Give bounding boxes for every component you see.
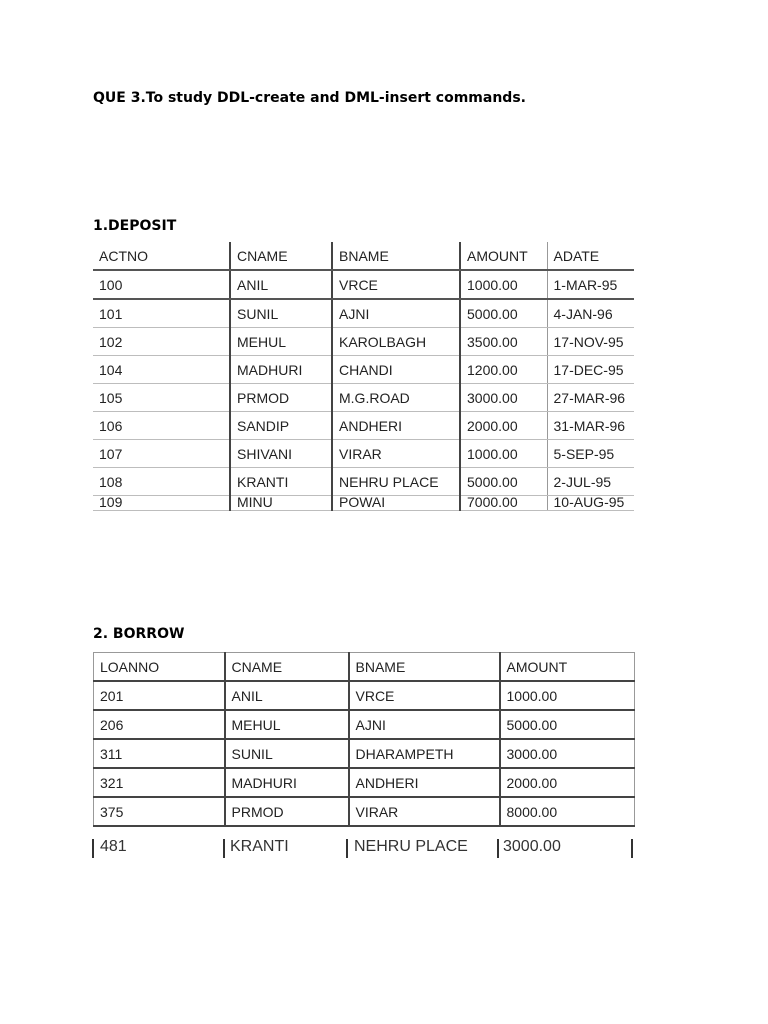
cell-bname: VIRAR — [349, 797, 500, 826]
cell-bname: NEHRU PLACE — [354, 838, 468, 855]
table-row — [93, 299, 634, 328]
cell-amount: 3500.00 — [460, 328, 547, 356]
cell-bname: KAROLBAGH — [332, 328, 460, 356]
column-header-cname: CNAME — [225, 653, 349, 682]
borrow-section-title: 2. BORROW — [93, 626, 185, 642]
cell-cname: KRANTI — [230, 838, 289, 855]
table-row — [93, 440, 634, 468]
borrow-header-row — [94, 653, 635, 682]
cell-actno: 107 — [93, 440, 230, 468]
column-divider — [631, 839, 633, 858]
question-title: QUE 3.To study DDL-create and DML-insert commands. — [93, 90, 526, 106]
cell-amount: 5000.00 — [460, 299, 547, 328]
column-divider — [92, 839, 94, 858]
cell-amount: 1000.00 — [460, 440, 547, 468]
table-row — [93, 328, 634, 356]
table-row — [93, 496, 634, 511]
cell-bname: DHARAMPETH — [349, 739, 500, 768]
cell-adate: 17-DEC-95 — [547, 356, 634, 384]
cell-bname: VRCE — [332, 270, 460, 299]
table-row — [94, 797, 635, 826]
column-header-actno: ACTNO — [93, 242, 230, 270]
cell-cname: MEHUL — [225, 710, 349, 739]
cell-amount: 7000.00 — [460, 496, 547, 511]
cell-loanno: 321 — [94, 768, 225, 797]
cell-cname: SUNIL — [230, 299, 332, 328]
table-row — [93, 270, 634, 299]
cell-adate: 4-JAN-96 — [547, 299, 634, 328]
table-row — [93, 468, 634, 496]
table-row — [94, 768, 635, 797]
deposit-header-row — [93, 242, 634, 270]
table-row — [93, 412, 634, 440]
deposit-section-title: 1.DEPOSIT — [93, 218, 177, 234]
cell-actno: 109 — [93, 496, 230, 511]
cell-loanno: 311 — [94, 739, 225, 768]
cell-cname: ANIL — [230, 270, 332, 299]
cell-cname: MADHURI — [225, 768, 349, 797]
cell-adate: 17-NOV-95 — [547, 328, 634, 356]
cell-amount: 1000.00 — [460, 270, 547, 299]
cell-bname: AJNI — [332, 299, 460, 328]
cell-amount: 3000.00 — [460, 384, 547, 412]
cell-bname: VIRAR — [332, 440, 460, 468]
cell-adate: 10-AUG-95 — [547, 496, 634, 511]
cell-bname: NEHRU PLACE — [332, 468, 460, 496]
column-header-adate: ADATE — [547, 242, 634, 270]
cell-bname: CHANDI — [332, 356, 460, 384]
cell-amount: 5000.00 — [500, 710, 635, 739]
cell-actno: 100 — [93, 270, 230, 299]
column-header-bname: BNAME — [332, 242, 460, 270]
cell-cname: SUNIL — [225, 739, 349, 768]
cell-cname: MINU — [230, 496, 332, 511]
cell-cname: ANIL — [225, 681, 349, 710]
borrow-extra-row — [90, 836, 636, 860]
table-row — [94, 681, 635, 710]
cell-cname: PRMOD — [230, 384, 332, 412]
cell-amount: 3000.00 — [500, 739, 635, 768]
cell-amount: 5000.00 — [460, 468, 547, 496]
cell-loanno: 375 — [94, 797, 225, 826]
cell-amount: 2000.00 — [460, 412, 547, 440]
cell-amount: 1200.00 — [460, 356, 547, 384]
cell-loanno: 201 — [94, 681, 225, 710]
cell-amount: 1000.00 — [500, 681, 635, 710]
cell-bname: ANDHERI — [332, 412, 460, 440]
table-row — [94, 710, 635, 739]
cell-cname: KRANTI — [230, 468, 332, 496]
table-row — [94, 739, 635, 768]
cell-cname: SHIVANI — [230, 440, 332, 468]
cell-cname: SANDIP — [230, 412, 332, 440]
column-divider — [497, 839, 499, 858]
cell-bname: ANDHERI — [349, 768, 500, 797]
cell-adate: 5-SEP-95 — [547, 440, 634, 468]
cell-actno: 106 — [93, 412, 230, 440]
borrow-table — [93, 652, 635, 827]
column-header-amount: AMOUNT — [460, 242, 547, 270]
cell-bname: AJNI — [349, 710, 500, 739]
cell-cname: MADHURI — [230, 356, 332, 384]
column-header-bname: BNAME — [349, 653, 500, 682]
cell-amount: 2000.00 — [500, 768, 635, 797]
cell-loanno: 206 — [94, 710, 225, 739]
cell-adate: 1-MAR-95 — [547, 270, 634, 299]
table-row — [93, 356, 634, 384]
cell-cname: PRMOD — [225, 797, 349, 826]
cell-actno: 105 — [93, 384, 230, 412]
cell-bname: POWAI — [332, 496, 460, 511]
table-row — [93, 384, 634, 412]
column-header-loanno: LOANNO — [94, 653, 225, 682]
column-divider — [346, 839, 348, 858]
cell-bname: VRCE — [349, 681, 500, 710]
cell-adate: 27-MAR-96 — [547, 384, 634, 412]
cell-amount: 3000.00 — [503, 838, 561, 855]
deposit-table — [93, 242, 634, 511]
column-divider — [223, 839, 225, 858]
cell-adate: 2-JUL-95 — [547, 468, 634, 496]
cell-bname: M.G.ROAD — [332, 384, 460, 412]
column-header-cname: CNAME — [230, 242, 332, 270]
cell-loanno: 481 — [100, 838, 127, 855]
column-header-amount: AMOUNT — [500, 653, 635, 682]
cell-amount: 8000.00 — [500, 797, 635, 826]
cell-actno: 108 — [93, 468, 230, 496]
cell-adate: 31-MAR-96 — [547, 412, 634, 440]
cell-cname: MEHUL — [230, 328, 332, 356]
cell-actno: 102 — [93, 328, 230, 356]
cell-actno: 104 — [93, 356, 230, 384]
cell-actno: 101 — [93, 299, 230, 328]
